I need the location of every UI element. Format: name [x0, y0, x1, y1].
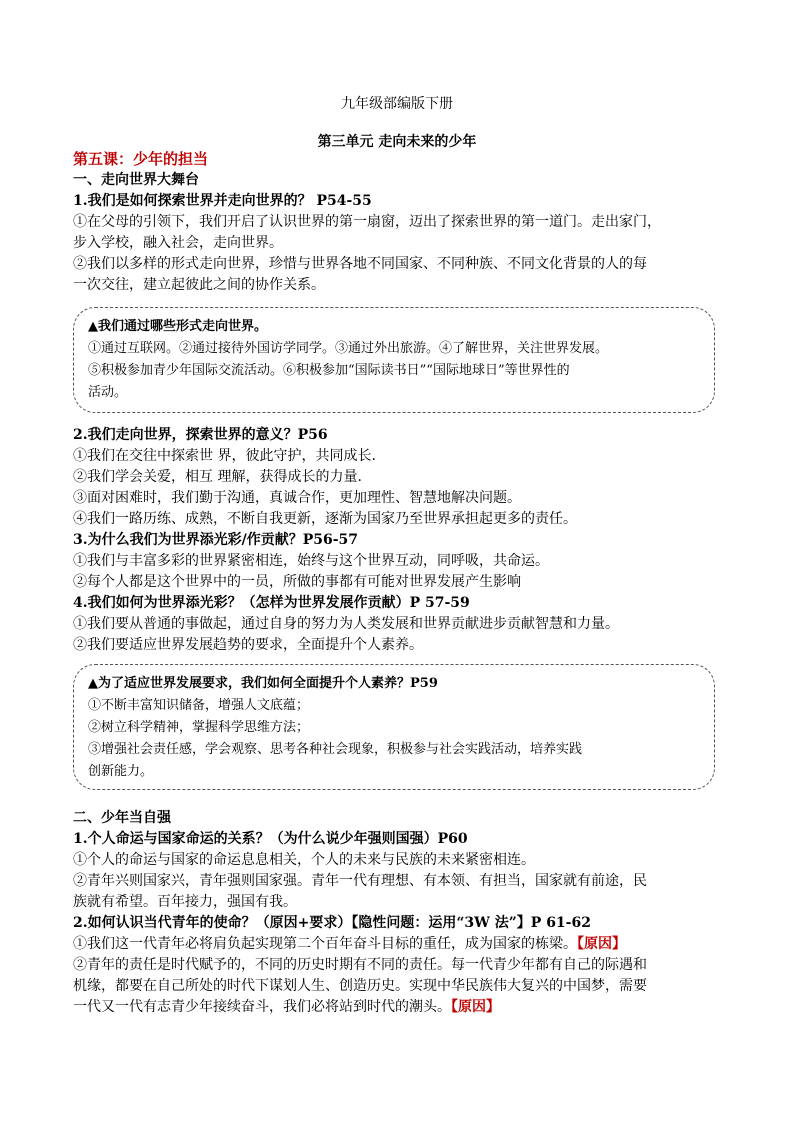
answer-line: ①个人的命运与国家的命运息息相关，个人的未来与民族的未来紧密相连。 [73, 852, 535, 868]
answer-line: 一次交往，建立起彼此之间的协作关系。 [73, 277, 325, 293]
note-title: ▲为了适应世界发展要求，我们如何全面提升个人素养？P59 [88, 676, 438, 691]
note-line: ①通过互联网。②通过接待外国访学同学。③通过外出旅游。④了解世界，关注世界发展。 [88, 341, 609, 356]
answer-line: 族就有希望。百年接力，强国有我。 [73, 894, 297, 910]
answer-line: ④我们一路历练、成熟，不断自我更新，逐渐为国家乃至世界承担起更多的责任。 [73, 511, 577, 527]
question-title: 1.个人命运与国家命运的关系？（为什么说少年强则国强）P60 [73, 831, 468, 847]
answer-line: 机缘，都要在自己所处的时代下谋划人生、创造历史。实现中华民族伟大复兴的中国梦，需要 [73, 978, 647, 994]
answer-line: ①我们与丰富多彩的世界紧密相连，始终与这个世界互动，同呼吸，共命运。 [73, 553, 549, 569]
question-title: 1.我们是如何探索世界并走向世界的？ P54-55 [73, 193, 372, 209]
note-title: ▲我们通过哪些形式走向世界。 [88, 319, 267, 334]
answer-line: ②青年的责任是时代赋予的，不同的历史时期有不同的责任。每一代青少年都有自己的际遇和 [73, 957, 647, 973]
note-line: 创新能力。 [88, 764, 154, 779]
section-1 [73, 149, 723, 296]
answer-text: 一代又一代有志青少年接续奋斗，我们必将站到时代的潮头。 [73, 999, 451, 1015]
note-box-literacy [73, 664, 715, 790]
document-title: 九年级部编版下册 [341, 96, 453, 112]
section-heading: 一、走向世界大舞台 [73, 172, 199, 188]
note-line: ①不断丰富知识储备，增强人文底蕴； [88, 698, 310, 713]
section-heading: 二、少年当自强 [73, 810, 171, 826]
section-2 [73, 808, 723, 1018]
note-line: ⑤积极参加青少年国际交流活动。⑥积极参加“国际读书日”“国际地球日”等世界性的 [88, 363, 570, 378]
reason-tag: 【原因】 [577, 936, 626, 952]
question-title: 4.我们如何为世界添光彩？（怎样为世界发展作贡献）P 57-59 [73, 595, 470, 611]
answer-line: 步入学校，融入社会，走向世界。 [73, 235, 283, 251]
answer-line: ③面对困难时，我们勤于沟通，真诚合作，更加理性、智慧地解决问题。 [73, 490, 521, 506]
answer-line: ②我们学会关爱，相互 理解，获得成长的力量. [73, 469, 362, 485]
answer-line: ②青年兴则国家兴，青年强则国家强。青年一代有理想、有本领、有担当，国家就有前途，民 [73, 873, 647, 889]
lesson-title: 第五课：少年的担当 [73, 150, 209, 168]
answer-line: ①我们在交往中探索世 界，彼此守护，共同成长. [73, 448, 376, 464]
answer-line: ①我们要从普通的事做起，通过自身的努力为人类发展和世界贡献进步贡献智慧和力量。 [73, 616, 619, 632]
answer-line [73, 934, 723, 955]
answer-line [73, 997, 723, 1018]
question-title: 2.如何认识当代青年的使命？（原因+要求）【隐性问题：运用“3W 法”】P 61-62 [73, 915, 591, 931]
answer-line: ②每个人都是这个世界中的一员，所做的事都有可能对世界发展产生影响 [73, 574, 521, 590]
answer-line: ②我们以多样的形式走向世界，珍惜与世界各地不同国家、不同种族、不同文化背景的人的每 [73, 256, 647, 272]
note-box-forms [73, 307, 715, 413]
unit-title: 第三单元 走向未来的少年 [317, 134, 477, 150]
answer-line: ②我们要适应世界发展趋势的要求，全面提升个人素养。 [73, 637, 423, 653]
question-title: 3.为什么我们为世界添光彩/作贡献？P56-57 [73, 532, 359, 548]
note-line: 活动。 [88, 385, 128, 400]
question-title: 2.我们走向世界，探索世界的意义？P56 [73, 427, 328, 443]
section-1-continued [73, 425, 723, 656]
answer-line: ①在父母的引领下，我们开启了认识世界的第一扇窗，迈出了探索世界的第一道门。走出家门， [73, 214, 661, 230]
reason-tag: 【原因】 [451, 999, 500, 1015]
note-line: ②树立科学精神，掌握科学思维方法； [88, 720, 310, 735]
answer-text: ①我们这一代青年必将肩负起实现第二个百年奋斗目标的重任，成为国家的栋梁。 [73, 936, 577, 952]
note-line: ③增强社会责任感，学会观察、思考各种社会现象，积极参与社会实践活动，培养实践 [88, 742, 583, 757]
